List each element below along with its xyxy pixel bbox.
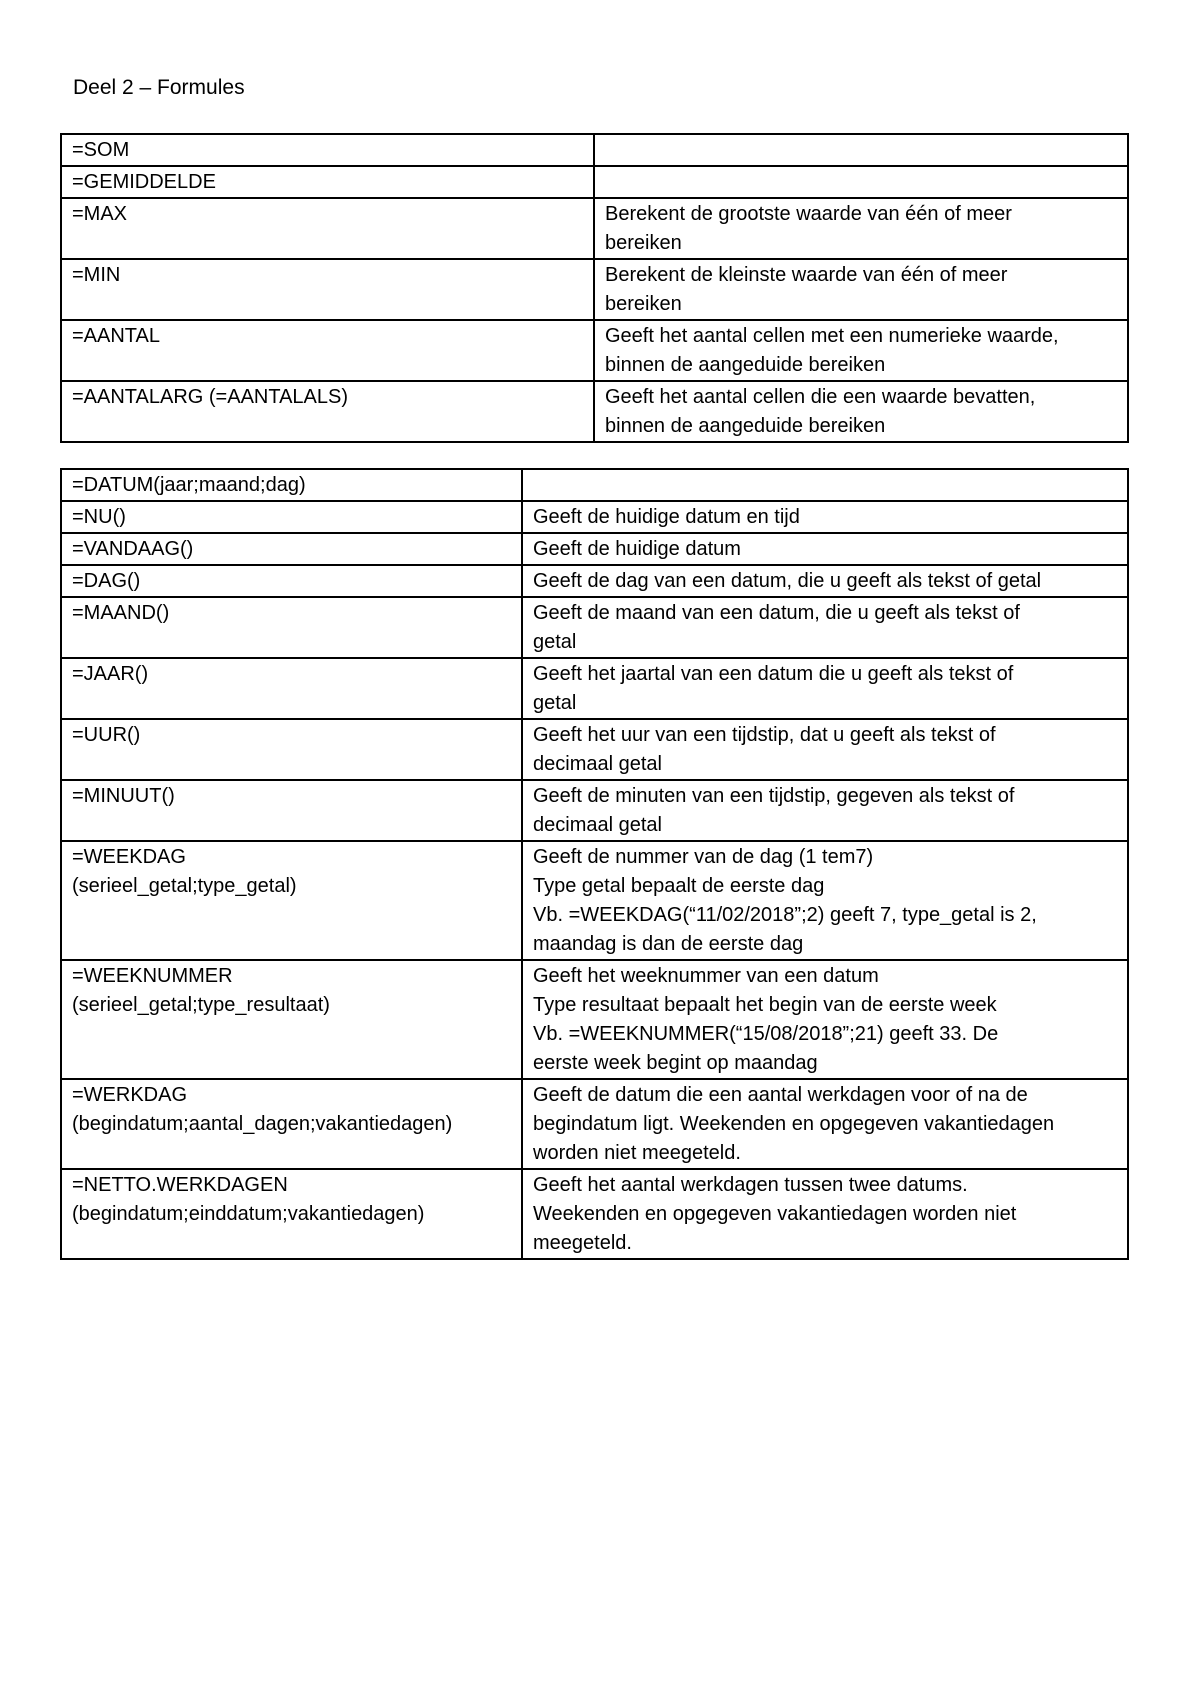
description-cell: Geeft het uur van een tijdstip, dat u geeft als tekst of decimaal getal bbox=[522, 719, 1128, 780]
formula-cell: =DAG() bbox=[61, 565, 522, 597]
page-title: Deel 2 – Formules bbox=[73, 76, 245, 99]
description-cell: Geeft de huidige datum bbox=[522, 533, 1128, 565]
table-row bbox=[61, 166, 1128, 198]
formula-cell: =WERKDAG (begindatum;aantal_dagen;vakantiedagen) bbox=[61, 1079, 522, 1169]
description-cell: Berekent de kleinste waarde van één of meer bereiken bbox=[594, 259, 1128, 320]
formula-table-general bbox=[60, 133, 1129, 443]
table-row bbox=[61, 780, 1128, 841]
table-row bbox=[61, 597, 1128, 658]
table-row bbox=[61, 1169, 1128, 1259]
description-cell: Geeft het jaartal van een datum die u geeft als tekst of getal bbox=[522, 658, 1128, 719]
formula-cell: =GEMIDDELDE bbox=[61, 166, 594, 198]
table-row bbox=[61, 533, 1128, 565]
formula-cell: =DATUM(jaar;maand;dag) bbox=[61, 469, 522, 501]
formula-cell: =VANDAAG() bbox=[61, 533, 522, 565]
description-cell: Geeft het weeknummer van een datum Type resultaat bepaalt het begin van de eerste week Vb. =WEEKNUMMER(“15/08/2018”;21) geeft 33. De eerste week begint op maandag bbox=[522, 960, 1128, 1079]
description-cell bbox=[594, 166, 1128, 198]
table-row bbox=[61, 719, 1128, 780]
description-cell bbox=[522, 469, 1128, 501]
formula-cell: =JAAR() bbox=[61, 658, 522, 719]
description-cell: Geeft de dag van een datum, die u geeft als tekst of getal bbox=[522, 565, 1128, 597]
formula-cell: =WEEKDAG (serieel_getal;type_getal) bbox=[61, 841, 522, 960]
description-cell: Geeft de datum die een aantal werkdagen voor of na de begindatum ligt. Weekenden en opgegeven vakantiedagen worden niet meegeteld. bbox=[522, 1079, 1128, 1169]
description-cell: Geeft het aantal cellen die een waarde bevatten, binnen de aangeduide bereiken bbox=[594, 381, 1128, 442]
description-cell: Berekent de grootste waarde van één of meer bereiken bbox=[594, 198, 1128, 259]
description-cell: Geeft de maand van een datum, die u geeft als tekst of getal bbox=[522, 597, 1128, 658]
formula-cell: =SOM bbox=[61, 134, 594, 166]
table-row bbox=[61, 960, 1128, 1079]
table-row bbox=[61, 501, 1128, 533]
table-row bbox=[61, 841, 1128, 960]
formula-cell: =MINUUT() bbox=[61, 780, 522, 841]
table-row bbox=[61, 198, 1128, 259]
formula-cell: =MAX bbox=[61, 198, 594, 259]
formula-table-date-time bbox=[60, 468, 1129, 1260]
description-cell: Geeft het aantal cellen met een numerieke waarde, binnen de aangeduide bereiken bbox=[594, 320, 1128, 381]
formula-cell: =UUR() bbox=[61, 719, 522, 780]
formula-cell: =AANTALARG (=AANTALALS) bbox=[61, 381, 594, 442]
formula-cell: =NU() bbox=[61, 501, 522, 533]
description-cell: Geeft het aantal werkdagen tussen twee datums. Weekenden en opgegeven vakantiedagen worden niet meegeteld. bbox=[522, 1169, 1128, 1259]
formula-cell: =MIN bbox=[61, 259, 594, 320]
table-row bbox=[61, 259, 1128, 320]
table-row bbox=[61, 320, 1128, 381]
formula-cell: =WEEKNUMMER (serieel_getal;type_resultaat) bbox=[61, 960, 522, 1079]
description-cell: Geeft de minuten van een tijdstip, gegeven als tekst of decimaal getal bbox=[522, 780, 1128, 841]
formula-cell: =MAAND() bbox=[61, 597, 522, 658]
formula-cell: =AANTAL bbox=[61, 320, 594, 381]
table-row bbox=[61, 134, 1128, 166]
description-cell: Geeft de nummer van de dag (1 tem7) Type getal bepaalt de eerste dag Vb. =WEEKDAG(“11/02/2018”;2) geeft 7, type_getal is 2, maandag is dan de eerste dag bbox=[522, 841, 1128, 960]
table-row bbox=[61, 565, 1128, 597]
table-row bbox=[61, 658, 1128, 719]
formula-cell: =NETTO.WERKDAGEN (begindatum;einddatum;vakantiedagen) bbox=[61, 1169, 522, 1259]
description-cell: Geeft de huidige datum en tijd bbox=[522, 501, 1128, 533]
description-cell bbox=[594, 134, 1128, 166]
table-row bbox=[61, 381, 1128, 442]
table-row bbox=[61, 1079, 1128, 1169]
table-row bbox=[61, 469, 1128, 501]
